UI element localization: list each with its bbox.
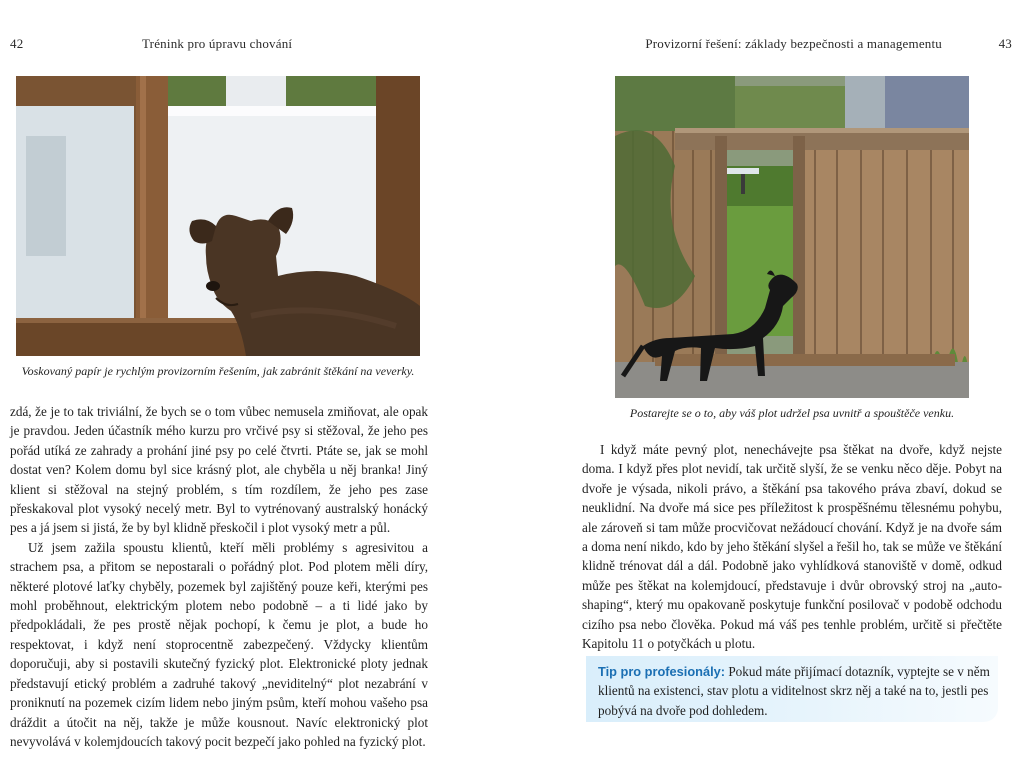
paragraph-left-2: Už jsem zažila spoustu klientů, kteří měli problémy s agresivitou a strachem psa, a přitom se nepostarali o pořádný plot. Pod plotem měli díry, některé plotové laťky chyběly, pozemek byl zajištěný pouze keři, kterými pes mohl proběhnout, elektrickým plotem nebo podobně – a ti lidé jako by předpokládali, že pes prostě nějak pochopí, k čemu je plot, a bude ho respektovat, i když není stoprocentně zabezpečený. Vždycky klientům doporučuji, aby si postavili skutečný fyzický plot. Elektronické ploty jednak představují etický problém a zadruhé takový „neviditelný“ plot nezabrání v proniknutí na pozemek cizím lidem nebo jiným psům, kteří mohou vašeho psa dráždit a útočit na něj, takže je může kousnout. Navíc elektronický plot nevyvolává v kolemjdoucích takový pocit bezpečí jako pohled na fyzický plot. bbox=[10, 539, 428, 749]
pro-tip-text bbox=[598, 662, 990, 720]
photo-dog-fence bbox=[615, 76, 969, 398]
page-number-right: 43 bbox=[998, 36, 1012, 51]
page-number-left: 42 bbox=[10, 36, 24, 51]
caption-left: Voskovaný papír je rychlým provizorním řešením, jak zabránit štěkání na veverky. bbox=[21, 364, 415, 378]
body-text-left bbox=[10, 402, 428, 751]
body-text-right bbox=[582, 440, 1002, 653]
running-title-left: Trénink pro úpravu chování bbox=[142, 36, 293, 51]
photo-dog-window bbox=[16, 76, 420, 356]
running-title-right: Provizorní řešení: základy bezpečnosti a managementu bbox=[645, 36, 942, 51]
black-dog-by-wooden-fence-icon bbox=[615, 76, 969, 398]
pro-tip-box bbox=[586, 656, 998, 722]
pro-tip-body: Pokud máte přijímací dotazník, vyptejte se v něm klientů na existenci, stav plotu a viditelnost skrz něj a také na to, jestli pes pobývá na dvoře pod dohledem. bbox=[598, 664, 990, 718]
dog-behind-waxed-paper-door-icon bbox=[16, 76, 420, 356]
paragraph-right-1: I když máte pevný plot, nenechávejte psa štěkat na dvoře, když nejste doma. I když přes plot nevidí, tak určitě slyší, že se venku něco děje. Pobyt na dvoře je výsada, nikoli právo, a štěkání psa takového práva zbaví, dokud se neuklidní. Na dvoře má sice pes příležitost k prospěšnému tělesnému pohybu, ale zároveň si tam může procvičovat nežádoucí chování. Když je na dvoře sám a doma není nikdo, kdo by jeho štěkání slyšel a řešil ho, tak se může ve štěkání klidně trénovat dál a dál. Podobně jako vyhlídková stanoviště v domě, odkud může pes štěkat na kolemjdoucí, představuje i dvůr obrovský stroj na „auto-shaping“, který mu opakovaně poskytuje funkční posilovač v podobě odchodu cizího psa nebo člověka. Pokud má váš pes tenhle problém, určitě si přečtěte Kapitolu 11 o potyčkách u plotu. bbox=[582, 442, 1002, 652]
pro-tip-label: Tip pro profesionály: bbox=[598, 664, 726, 679]
caption-right: Postarejte se o to, aby váš plot udržel psa uvnitř a spouštěče venku. bbox=[629, 406, 955, 420]
paragraph-left-1: zdá, že je to tak triviální, že bych se o tom vůbec nemusela zmiňovat, ale opak je pravdou. Jeden účastník mého kurzu pro vrčivé psy si stěžoval, že jeho pes pořád utíká ze zahrady a prohání jiné psy po celé čtvrti. Ptáte se, jak se mohl dostat ven? Kolem domu byl sice krásný plot, ale chyběla u něj branka! Jiný klient si stěžoval na stejný problém, s tím rozdílem, že jeho pes zase přeskakoval plot vysoký necelý metr. Byl to vytrénovaný australský honácký pes a já jsem si jistá, že by byl klidně přeskočil i plot vysoký metr a půl. bbox=[10, 404, 428, 536]
